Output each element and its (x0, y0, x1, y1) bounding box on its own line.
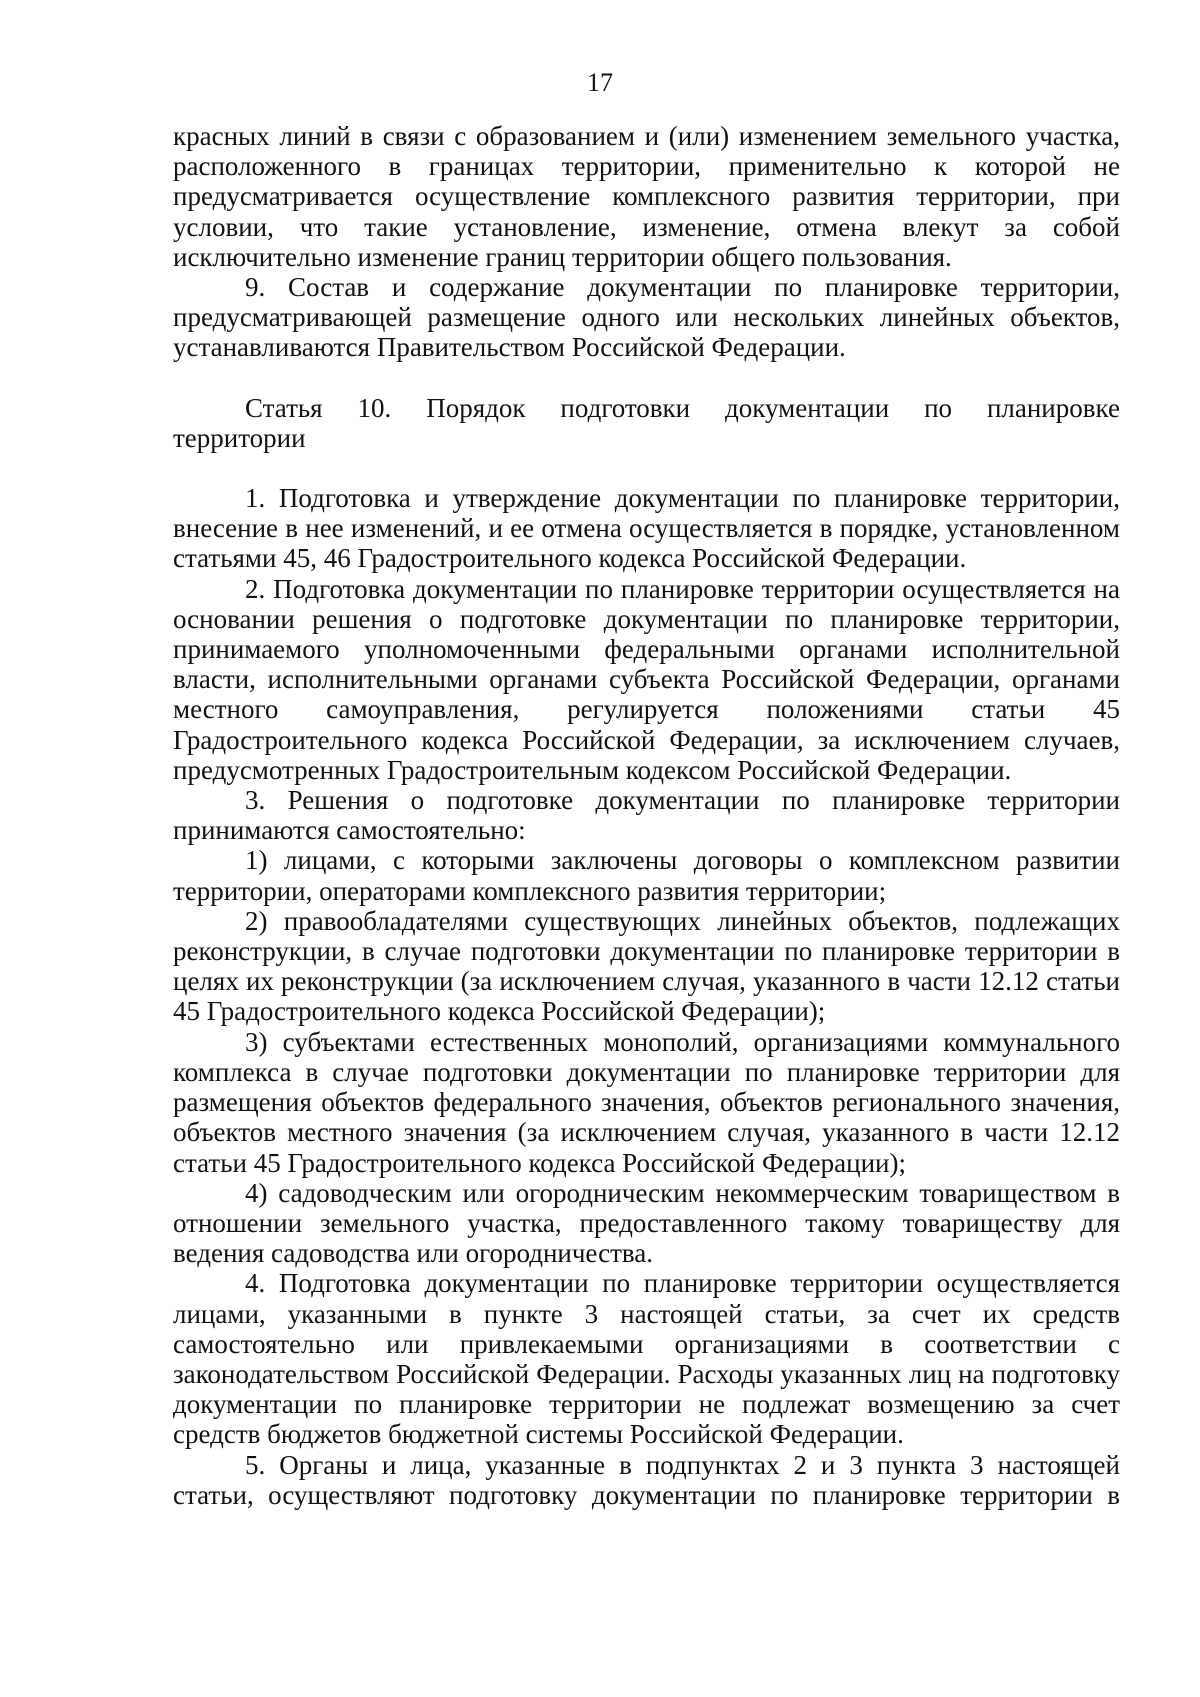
paragraph-item-1: 1. Подготовка и утверждение документации по планировке территории, внесение в нее изменений, и ее отмена осуществляется в порядке, установленном статьями 45, 46 Градостроительного кодекса Российской Федерации. (173, 483, 1120, 574)
heading-word: по (924, 392, 953, 423)
article-heading-line2: территории (173, 422, 306, 453)
article-heading (173, 393, 1120, 453)
heading-word: Порядок (426, 392, 526, 423)
subitem-4: 4) садоводческим или огородническим некоммерческим товариществом в отношении земельного участка, предоставленного такому товариществу для ведения садоводства или огородничества. (173, 1177, 1120, 1269)
paragraph-item-9: 9. Состав и содержание документации по планировке территории, предусматривающей размещение одного или нескольких линейных объектов, устанавливаются Правительством Российской Федерации. (173, 272, 1120, 363)
paragraph-item-5: 5. Органы и лица, указанные в подпунктах 2 и 3 пункта 3 настоящей статьи, осуществляют подготовку документации по планировке территории в (173, 1449, 1120, 1510)
heading-word: 10. (357, 392, 392, 423)
paragraph-item-2: 2. Подготовка документации по планировке территории осуществляется на основании решения о подготовке документации по планировке территории, принимаемого уполномоченными федеральными органами исполнительной власти, исполнительными органами субъекта Российской Федерации, органами местного самоуправления, регулируется положениями статьи 45 Градостроительного кодекса Российской Федерации, за исключением случаев, предусмотренных Градостроительным кодексом Российской Федерации. (173, 573, 1120, 785)
spacer (173, 363, 1120, 393)
paragraph-continued: красных линий в связи с образованием и (или) изменением земельного участка, расположенного в границах территории, применительно к которой не предусматривается осуществление комплексного развития территории, при условии, что такие установление, изменение, отмена влекут за собой исключительно изменение границ территории общего пользования. (173, 121, 1120, 272)
paragraph-item-3: 3. Решения о подготовке документации по планировке территории принимаются самостоятельно: (173, 785, 1120, 846)
heading-word: документации (725, 392, 890, 423)
article-heading-line1 (173, 393, 1120, 423)
document-body (173, 121, 1120, 1510)
page-number: 17 (587, 68, 613, 97)
spacer (173, 453, 1120, 483)
subitem-2: 2) правообладателями существующих линейных объектов, подлежащих реконструкции, в случае подготовки документации по планировке территории в целях их реконструкции (за исключением случая, указанного в части 12.12 статьи 45 Градостроительного кодекса Российской Федерации); (173, 905, 1120, 1027)
heading-word: планировке (986, 392, 1120, 423)
heading-word: Статья (245, 392, 323, 423)
paragraph-item-4: 4. Подготовка документации по планировке территории осуществляется лицами, указанными в пункте 3 настоящей статьи, за счет их средств самостоятельно или привлекаемыми организациями в соответствии с законодательством Российской Федерации. Расходы указанных лиц на подготовку документации по планировке территории не подлежат возмещению за счет средств бюджетов бюджетной системы Российской Федерации. (173, 1268, 1120, 1450)
heading-word: подготовки (560, 392, 691, 423)
subitem-3: 3) субъектами естественных монополий, организациями коммунального комплекса в случае подготовки документации по планировке территории для размещения объектов федерального значения, объектов регионального значения, объектов местного значения (за исключением случая, указанного в части 12.12 статьи 45 Градостроительного кодекса Российской Федерации); (173, 1026, 1120, 1178)
subitem-1: 1) лицами, с которыми заключены договоры о комплексном развитии территории, операторами комплексного развития территории; (173, 845, 1120, 906)
